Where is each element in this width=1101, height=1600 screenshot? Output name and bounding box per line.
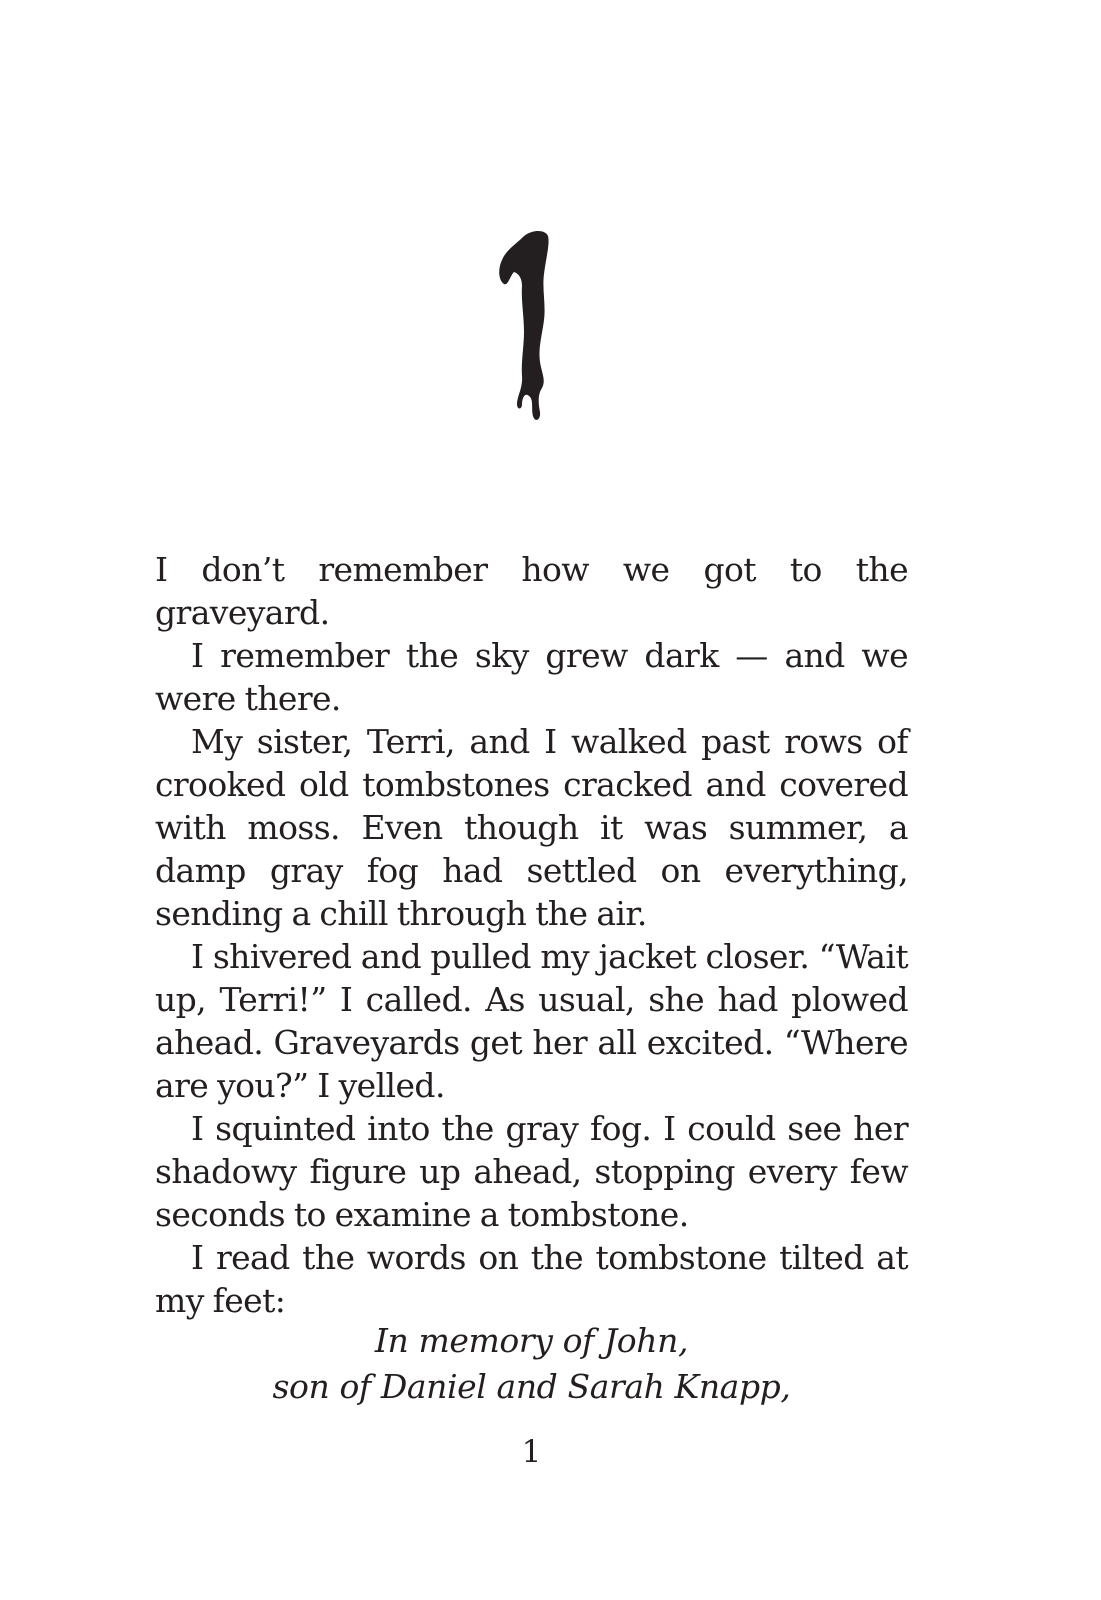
paragraph: I read the words on the tombstone tilted at my feet: — [155, 1238, 908, 1320]
dripping-numeral-one-icon — [480, 228, 590, 428]
chapter-body — [155, 548, 908, 1322]
inscription-line: In memory of John, — [374, 1321, 689, 1360]
paragraph: I remember the sky grew dark — and we were there. — [155, 636, 908, 718]
paragraph: I shivered and pulled my jacket closer. “Wait up, Terri!” I called. As usual, she had plowed ahead. Graveyards get her all excited. “Where are you?” I yelled. — [155, 937, 908, 1105]
tombstone-inscription — [155, 1318, 908, 1410]
paragraph: I squinted into the gray fog. I could see her shadowy figure up ahead, stopping every few seconds to examine a tombstone. — [155, 1109, 908, 1234]
chapter-number — [480, 228, 590, 428]
page-number: 1 — [521, 1434, 542, 1470]
paragraph: My sister, Terri, and I walked past rows of crooked old tombstones cracked and covered with moss. Even though it was summer, a damp gray fog had settled on everything, sending a chill through the air. — [155, 722, 908, 933]
paragraph: I don’t remember how we got to the graveyard. — [155, 550, 908, 632]
inscription-line: son of Daniel and Sarah Knapp, — [272, 1367, 791, 1406]
